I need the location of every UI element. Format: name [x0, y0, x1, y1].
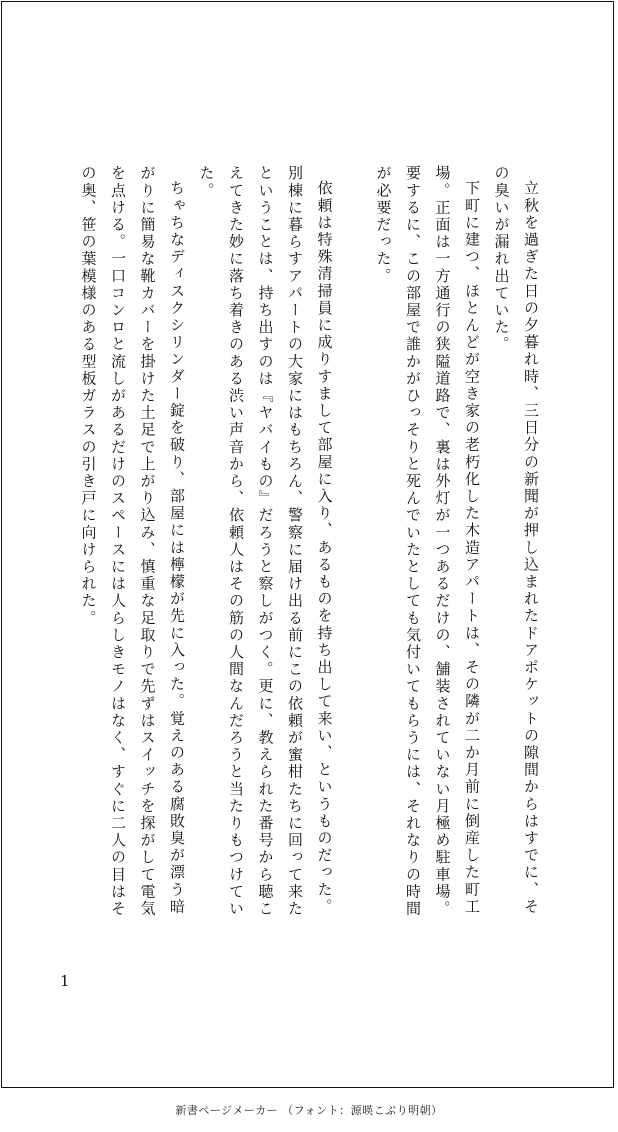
paragraph: 依頼は特殊清掃員に成りすまして部屋に入り、あるものを持ち出して来い、というものだった。別棟に暮らすアパートの大家にはもちろん、警察に届け出る前にこの依頼が蜜柑たちに回って来たということは、持ち出すのは『ヤバイもの』だろうと察しがつく。更に、教えられた番号から聴こえてきた妙に落ち着きのある渋い声音から、依頼人はその筋の人間なんだろうと当たりもつけていた。	[197, 165, 334, 918]
page-frame	[1, 1, 614, 1088]
paragraph-break	[339, 165, 369, 925]
vertical-text-body	[73, 165, 545, 925]
footer-credit: 新書ページメーカー （フォント：源暎こぶり明朝）	[175, 1104, 443, 1117]
paragraph: 立秋を過ぎた日の夕暮れ時、三日分の新聞が押し込まれたドアポケットの隙間からはすでに、その臭いが漏れ出ていた。	[492, 165, 540, 916]
paragraph: 下町に建つ、ほとんどが空き家の老朽化した木造アパートは、その隣が二か月前に倒産した町工場。正面は一方通行の狭隘道路で、裏は外灯が一つあるだけの、舗装されていない月極め駐車場。要するに、この部屋で誰かがひっそりと死んでいたとしても気付いてもらうには、それなりの時間が必要だった。	[374, 165, 481, 918]
page-number: 1	[60, 972, 70, 990]
paragraph: ちゃちなディスクシリンダー錠を破り、部屋には檸檬が先に入った。覚えのある腐敗臭が漂う暗がりに簡易な靴カバーを掛けた土足で上がり込み、慎重な足取りで先ずはスイッチを探がして電気を点ける。一口コンロと流しがあるだけのスペースには人らしきモノはなく、すぐに二人の目はその奥、笹の葉模様のある型板ガラスの引き戸に向けられた。	[79, 165, 186, 918]
